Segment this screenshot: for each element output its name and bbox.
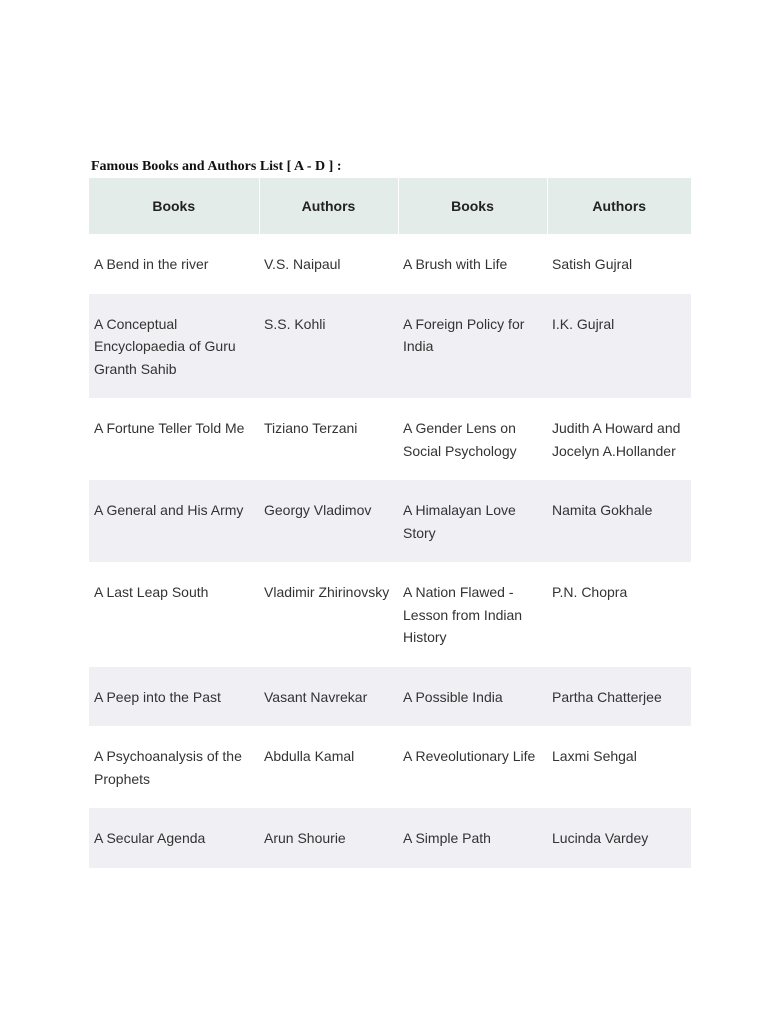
book-cell: A Conceptual Encyclopaedia of Guru Granth Sahib bbox=[89, 294, 259, 399]
table-row bbox=[89, 294, 691, 399]
book-cell: A Brush with Life bbox=[398, 234, 547, 294]
books-authors-table bbox=[89, 178, 691, 868]
table-row bbox=[89, 667, 691, 727]
author-cell: Georgy Vladimov bbox=[259, 480, 398, 562]
author-cell: Abdulla Kamal bbox=[259, 726, 398, 808]
author-cell: Partha Chatterjee bbox=[547, 667, 691, 727]
table-row bbox=[89, 562, 691, 667]
page-title: Famous Books and Authors List [ A - D ] : bbox=[91, 159, 342, 174]
author-cell: Tiziano Terzani bbox=[259, 398, 398, 480]
book-cell: A Simple Path bbox=[398, 808, 547, 868]
book-cell: A Psychoanalysis of the Prophets bbox=[89, 726, 259, 808]
book-cell: A Last Leap South bbox=[89, 562, 259, 667]
author-cell: Arun Shourie bbox=[259, 808, 398, 868]
book-cell: A Nation Flawed - Lesson from Indian History bbox=[398, 562, 547, 667]
table-row bbox=[89, 480, 691, 562]
book-cell: A Fortune Teller Told Me bbox=[89, 398, 259, 480]
author-cell: Vasant Navrekar bbox=[259, 667, 398, 727]
book-cell: A Bend in the river bbox=[89, 234, 259, 294]
table-row bbox=[89, 234, 691, 294]
book-cell: A Peep into the Past bbox=[89, 667, 259, 727]
author-cell: Laxmi Sehgal bbox=[547, 726, 691, 808]
table-header-row bbox=[89, 178, 691, 234]
author-cell: P.N. Chopra bbox=[547, 562, 691, 667]
header-authors-1: Authors bbox=[259, 178, 398, 234]
table-row bbox=[89, 398, 691, 480]
author-cell: Namita Gokhale bbox=[547, 480, 691, 562]
book-cell: A Secular Agenda bbox=[89, 808, 259, 868]
header-books-2: Books bbox=[398, 178, 547, 234]
book-cell: A Foreign Policy for India bbox=[398, 294, 547, 399]
author-cell: Lucinda Vardey bbox=[547, 808, 691, 868]
author-cell: I.K. Gujral bbox=[547, 294, 691, 399]
book-cell: A Gender Lens on Social Psychology bbox=[398, 398, 547, 480]
author-cell: Satish Gujral bbox=[547, 234, 691, 294]
book-cell: A Reveolutionary Life bbox=[398, 726, 547, 808]
book-cell: A Himalayan Love Story bbox=[398, 480, 547, 562]
author-cell: Vladimir Zhirinovsky bbox=[259, 562, 398, 667]
table-row bbox=[89, 808, 691, 868]
author-cell: V.S. Naipaul bbox=[259, 234, 398, 294]
header-authors-2: Authors bbox=[547, 178, 691, 234]
table-row bbox=[89, 726, 691, 808]
header-books-1: Books bbox=[89, 178, 259, 234]
book-cell: A General and His Army bbox=[89, 480, 259, 562]
book-cell: A Possible India bbox=[398, 667, 547, 727]
author-cell: Judith A Howard and Jocelyn A.Hollander bbox=[547, 398, 691, 480]
author-cell: S.S. Kohli bbox=[259, 294, 398, 399]
